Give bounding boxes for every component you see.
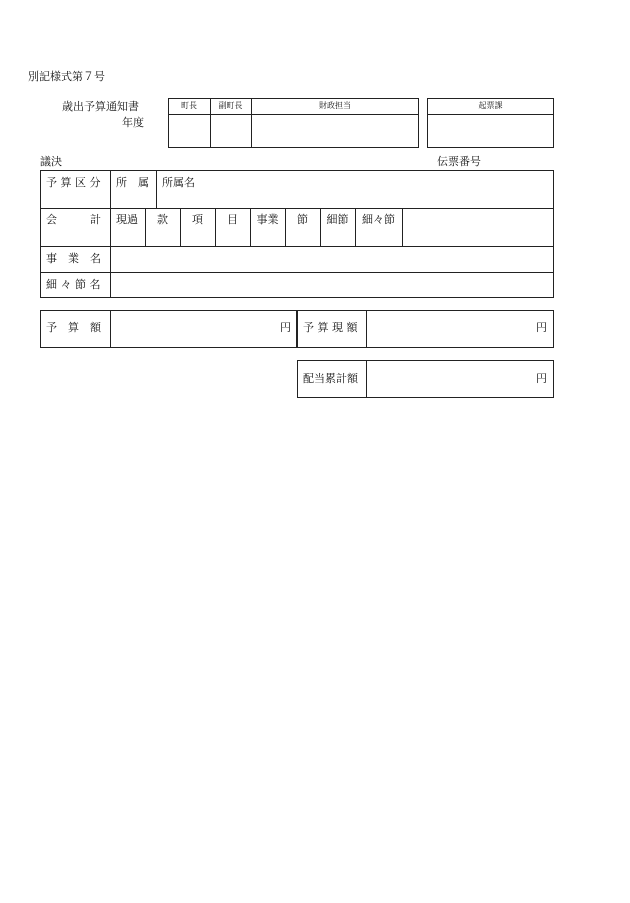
affiliation-label: 所 属 bbox=[116, 176, 149, 189]
budget-amount-label: 予 算 額 bbox=[46, 321, 101, 334]
resolution-label: 議決 bbox=[40, 155, 62, 168]
form-title: 歳出予算通知書 bbox=[62, 100, 139, 113]
account-col-current: 現過 bbox=[116, 213, 138, 226]
sub-item-name-label: 細 々 節 名 bbox=[46, 278, 101, 291]
drafting-dept-label: 起票課 bbox=[478, 101, 503, 110]
approval-col-finance: 財政担当 bbox=[319, 101, 351, 110]
account-col-saisaisetsu: 細々節 bbox=[362, 213, 395, 226]
account-col-moku: 目 bbox=[227, 213, 238, 226]
affiliation-name: 所属名 bbox=[162, 176, 195, 189]
account-col-saisetsu: 細節 bbox=[326, 213, 349, 226]
allocation-total-yen: 円 bbox=[536, 372, 547, 385]
account-col-kan: 款 bbox=[157, 213, 168, 226]
approval-col-deputy: 副町長 bbox=[218, 101, 243, 110]
account-col-setsu: 節 bbox=[297, 213, 308, 226]
slip-number-label: 伝票番号 bbox=[437, 155, 481, 168]
budget-current-yen: 円 bbox=[536, 321, 547, 334]
allocation-total-label: 配当累計額 bbox=[303, 372, 358, 385]
account-col-project: 事業 bbox=[256, 213, 279, 226]
project-name-label: 事 業 名 bbox=[46, 252, 101, 265]
year-label: 年度 bbox=[122, 116, 144, 129]
budget-current-label: 予 算 現 額 bbox=[303, 321, 358, 334]
budget-category-label: 予 算 区 分 bbox=[46, 176, 101, 189]
approval-col-mayor: 町長 bbox=[181, 101, 197, 110]
form-id: 別記様式第７号 bbox=[28, 70, 105, 83]
account-label: 会 計 bbox=[46, 213, 101, 226]
account-col-kou: 項 bbox=[192, 213, 203, 226]
budget-amount-yen: 円 bbox=[280, 321, 291, 334]
